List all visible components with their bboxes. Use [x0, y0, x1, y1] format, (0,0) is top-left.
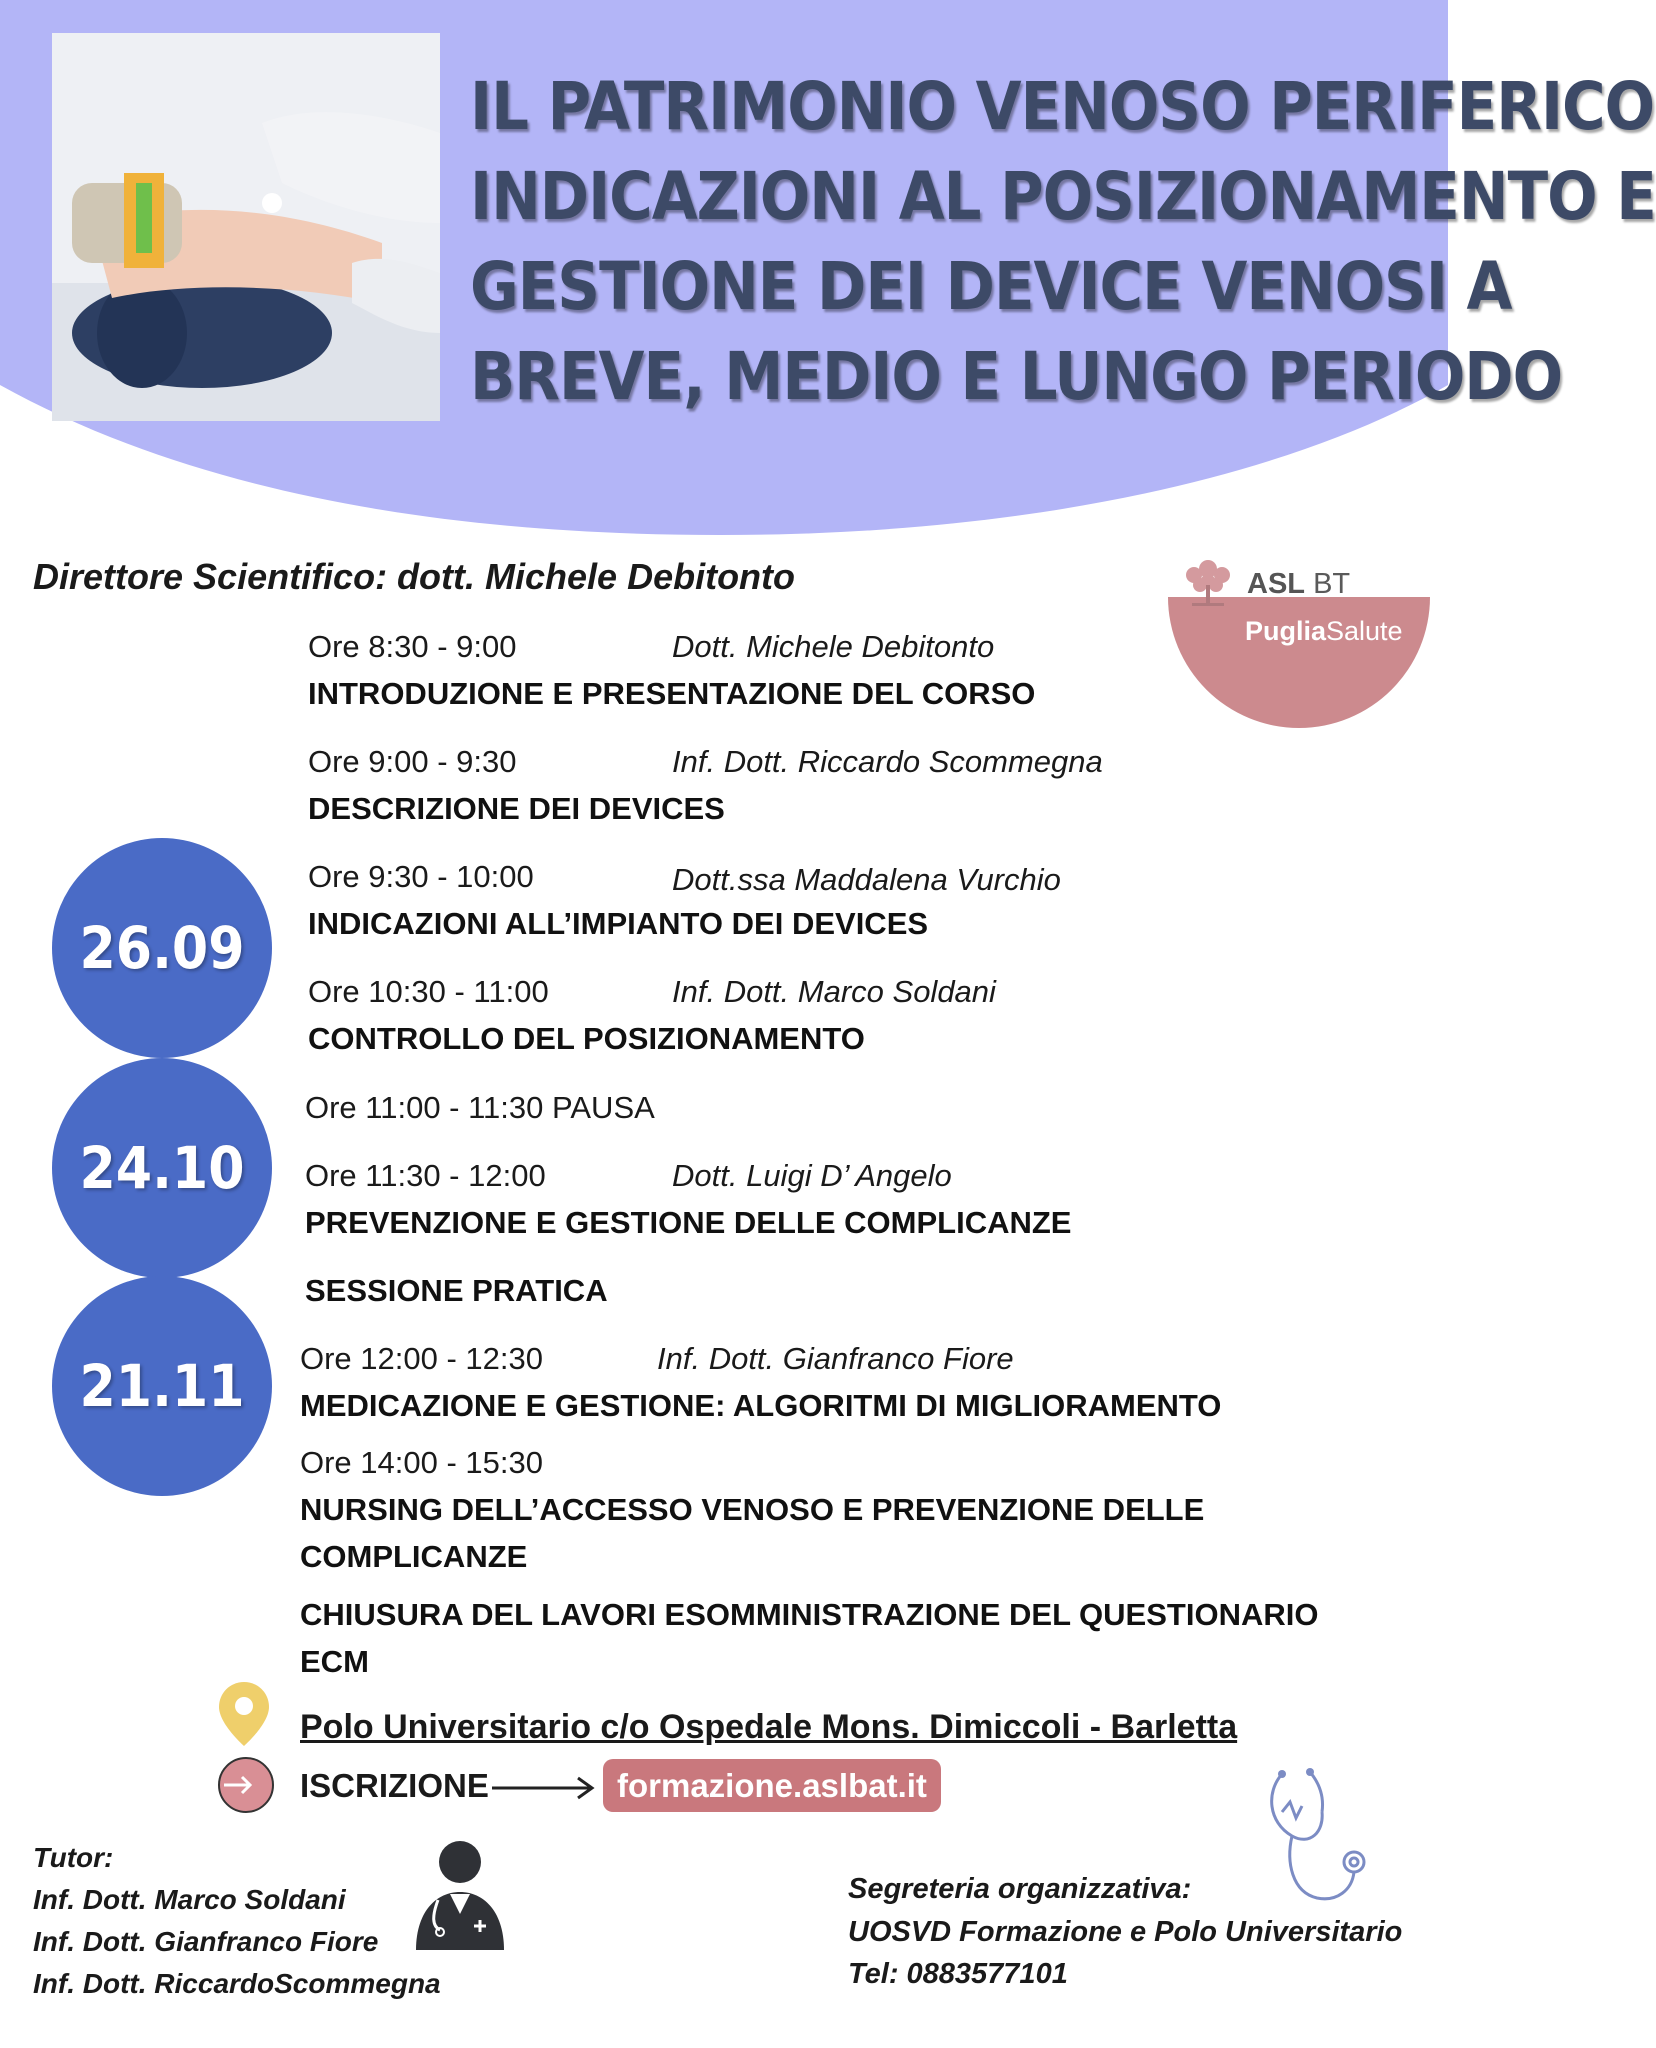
session-6-topic: MEDICAZIONE E GESTIONE: ALGORITMI DI MIGLIORAMENTO	[300, 1388, 1222, 1423]
map-pin-icon	[216, 1680, 272, 1748]
session-1-topic: INTRODUZIONE E PRESENTAZIONE DEL CORSO	[308, 676, 1036, 711]
session-3-speaker: Dott.ssa Maddalena Vurchio	[672, 862, 1061, 897]
session-7-topic-line-1: NURSING DELL’ACCESSO VENOSO E PREVENZIONE DELLE	[300, 1492, 1205, 1527]
session-1-speaker: Dott. Michele Debitonto	[672, 629, 995, 664]
session-2-time: Ore 9:00 - 9:30	[308, 744, 517, 779]
arrow-circle-icon	[216, 1755, 276, 1815]
session-6-time: Ore 12:00 - 12:30	[300, 1341, 543, 1376]
break-time: Ore 11:00 - 11:30 PAUSA	[305, 1090, 655, 1125]
arrow-right-icon	[490, 1774, 598, 1802]
practical-session-heading: SESSIONE PRATICA	[305, 1273, 608, 1308]
logo-pugliasalute-text: PugliaSalute	[1245, 616, 1403, 646]
scientific-director: Direttore Scientifico: dott. Michele Debitonto	[33, 556, 796, 597]
secretariat-office: UOSVD Formazione e Polo Universitario	[848, 1916, 1403, 1948]
secretariat-phone: Tel: 0883577101	[848, 1958, 1068, 1990]
venue-link[interactable]: Polo Universitario c/o Ospedale Mons. Dimiccoli - Barletta	[300, 1708, 1238, 1746]
title-line-4: BREVE, MEDIO E LUNGO PERIODO	[470, 338, 1563, 415]
tutor-heading: Tutor:	[33, 1842, 114, 1873]
date-badge-3: 21.11	[52, 1276, 272, 1496]
title-line-2: INDICAZIONI AL POSIZIONAMENTO E	[470, 158, 1656, 235]
session-7-topic-line-2: COMPLICANZE	[300, 1539, 528, 1574]
session-5-time: Ore 11:30 - 12:00	[305, 1158, 546, 1193]
doctor-icon	[410, 1840, 510, 1952]
logo-asl-text: ASL BT	[1247, 568, 1351, 600]
registration-label: ISCRIZIONE	[300, 1767, 489, 1804]
header-photo	[52, 33, 440, 421]
date-badge-2: 24.10	[52, 1058, 272, 1278]
tree-logo-icon	[1178, 555, 1238, 611]
title-line-3: GESTIONE DEI DEVICE VENOSI A	[470, 248, 1512, 325]
session-5-speaker: Dott. Luigi D’ Angelo	[672, 1158, 952, 1193]
tutor-name: Inf. Dott. Marco Soldani	[33, 1884, 346, 1915]
session-1-time: Ore 8:30 - 9:00	[308, 629, 517, 664]
closing-line-1: CHIUSURA DEL LAVORI ESOMMINISTRAZIONE DEL QUESTIONARIO	[300, 1597, 1319, 1632]
secretariat-heading: Segreteria organizzativa:	[848, 1873, 1192, 1905]
asl-logo-badge	[1168, 487, 1430, 735]
session-2-topic: DESCRIZIONE DEI DEVICES	[308, 791, 725, 826]
tutor-name: Inf. Dott. RiccardoScommegna	[33, 1968, 441, 1999]
date-badge-1: 26.09	[52, 838, 272, 1058]
closing-line-2: ECM	[300, 1644, 369, 1679]
session-4-time: Ore 10:30 - 11:00	[308, 974, 549, 1009]
session-7-time: Ore 14:00 - 15:30	[300, 1445, 543, 1480]
session-5-topic: PREVENZIONE E GESTIONE DELLE COMPLICANZE	[305, 1205, 1072, 1240]
session-3-topic: INDICAZIONI ALL’IMPIANTO DEI DEVICES	[308, 906, 929, 941]
session-4-topic: CONTROLLO DEL POSIZIONAMENTO	[308, 1021, 865, 1056]
registration-website-link[interactable]: formazione.aslbat.it	[603, 1759, 941, 1812]
tutor-name: Inf. Dott. Gianfranco Fiore	[33, 1926, 379, 1957]
title-line-1: IL PATRIMONIO VENOSO PERIFERICO	[470, 68, 1655, 145]
stethoscope-icon	[1262, 1762, 1372, 1912]
session-2-speaker: Inf. Dott. Riccardo Scommegna	[672, 744, 1103, 779]
session-4-speaker: Inf. Dott. Marco Soldani	[672, 974, 996, 1009]
session-6-speaker: Inf. Dott. Gianfranco Fiore	[657, 1341, 1014, 1376]
session-3-time: Ore 9:30 - 10:00	[308, 859, 534, 894]
